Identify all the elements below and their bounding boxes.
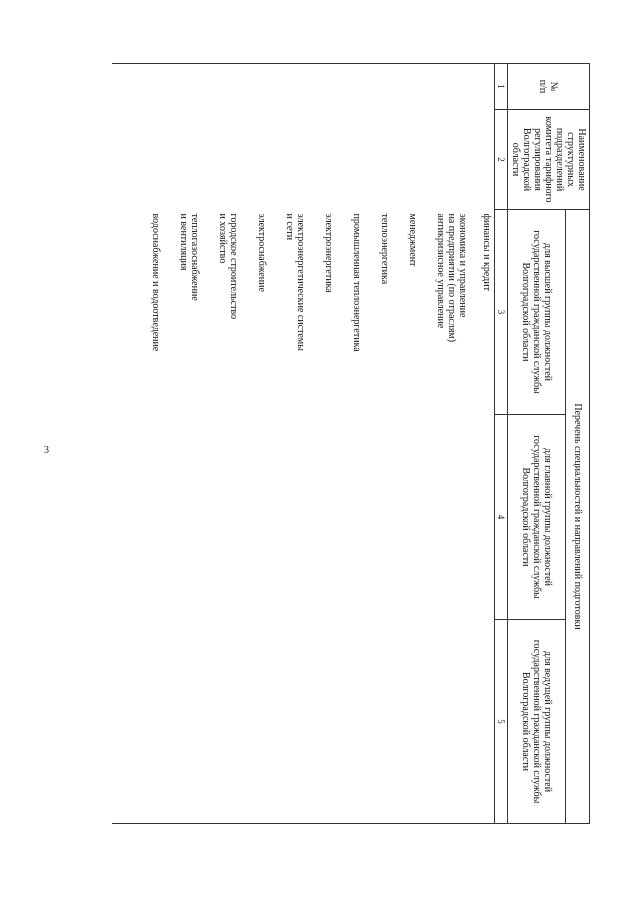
specialties-table bbox=[112, 63, 590, 824]
column-number-3: 3 bbox=[495, 210, 508, 415]
body-left-blank bbox=[112, 64, 495, 210]
specialty-item: водоснабжение и водоотведение bbox=[150, 213, 161, 352]
specialty-item: теплоэнергетика bbox=[379, 213, 390, 285]
header-num: № п/п bbox=[508, 64, 590, 110]
specialty-item: электроэнергетика bbox=[323, 213, 334, 293]
header-leading-group: для ведущей группы должностей государственной гражданской службы Волгоградской области bbox=[508, 620, 566, 824]
specialties-list bbox=[112, 210, 495, 415]
body-leading-blank bbox=[112, 620, 495, 824]
body-main-blank bbox=[112, 415, 495, 620]
header-specialties-group: Перечень специальностей и направлений подготовки bbox=[565, 210, 589, 824]
specialty-item: менеджмент bbox=[407, 213, 418, 267]
column-number-1: 1 bbox=[495, 64, 508, 110]
specialty-item: теплогазоснабжение и вентиляция bbox=[178, 213, 200, 301]
specialty-item: городское строительство и хозяйство bbox=[217, 213, 239, 320]
specialty-item: электроэнергетические системы и сети bbox=[284, 213, 306, 351]
column-number-4: 4 bbox=[495, 415, 508, 620]
header-department: Наименование структурных подразделений комитета тарифного регулирования Волгоградской области bbox=[508, 110, 590, 210]
rotated-table-container bbox=[60, 63, 590, 823]
header-main-group: для главной группы должностей государственной гражданской службы Волгоградской области bbox=[508, 415, 566, 620]
specialty-item: экономика и управление на предприятии (по отраслям) антикризисное управление bbox=[435, 213, 468, 343]
column-number-5: 5 bbox=[495, 620, 508, 824]
specialty-item: финансы и кредит bbox=[481, 213, 492, 291]
column-number-2: 2 bbox=[495, 110, 508, 210]
page-number: 3 bbox=[44, 445, 49, 456]
header-highest-group: для высшей группы должностей государственной гражданской службы Волгоградской области bbox=[508, 210, 566, 415]
specialty-item: промышленная теплоэнергетика bbox=[351, 213, 362, 352]
specialty-item: электроснабжение bbox=[256, 213, 267, 292]
